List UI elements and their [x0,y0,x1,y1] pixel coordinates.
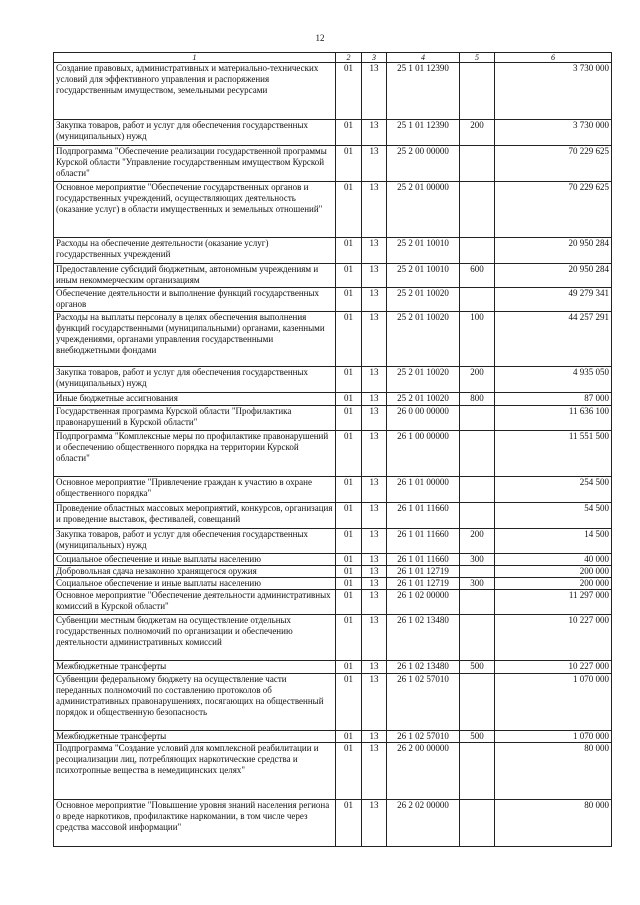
amount-cell: 44 257 291 [495,312,612,367]
subsection-code-cell: 13 [362,146,387,182]
expense-type-cell [460,743,495,800]
expense-type-cell [460,182,495,238]
target-article-cell: 26 1 01 11660 [387,503,460,529]
section-code-cell: 01 [336,393,362,406]
row-name-cell: Создание правовых, административных и материально-технических условий для эффективного управления и распоряжения государственным имуществом, земельными ресурсами [54,63,336,120]
table-row [54,406,612,431]
subsection-code-cell: 13 [362,554,387,566]
expense-type-cell: 500 [460,731,495,743]
row-name-cell: Закупка товаров, работ и услуг для обеспечения государственных (муниципальных) нужд [54,367,336,393]
section-code-cell: 01 [336,800,362,847]
expense-type-cell: 200 [460,120,495,146]
amount-cell: 11 636 100 [495,406,612,431]
section-code-cell: 01 [336,120,362,146]
row-name-cell: Межбюджетные трансферты [54,661,336,674]
amount-cell: 11 297 000 [495,590,612,615]
column-header: 3 [362,53,387,63]
row-name-cell: Подпрограмма "Обеспечение реализации государственной программы Курской области "Управление государственным имуществом Курской области" [54,146,336,182]
amount-cell: 200 000 [495,578,612,590]
subsection-code-cell: 13 [362,566,387,578]
section-code-cell: 01 [336,288,362,312]
amount-cell: 3 730 000 [495,120,612,146]
table-row [54,477,612,503]
subsection-code-cell: 13 [362,590,387,615]
expense-type-cell [460,615,495,661]
table-row [54,146,612,182]
amount-cell: 87 000 [495,393,612,406]
expense-type-cell: 500 [460,661,495,674]
target-article-cell: 26 2 00 00000 [387,743,460,800]
expense-type-cell: 300 [460,578,495,590]
target-article-cell: 25 2 01 10010 [387,264,460,288]
column-number-row [54,53,612,63]
amount-cell: 11 551 500 [495,431,612,477]
target-article-cell: 25 2 01 00000 [387,182,460,238]
table-row [54,615,612,661]
expense-type-cell [460,566,495,578]
expense-type-cell: 600 [460,264,495,288]
row-name-cell: Субвенции местным бюджетам на осуществление отдельных государственных полномочий по организации и обеспечению деятельности административных комиссий [54,615,336,661]
subsection-code-cell: 13 [362,120,387,146]
section-code-cell: 01 [336,367,362,393]
table-row [54,312,612,367]
expense-type-cell [460,503,495,529]
table-row [54,661,612,674]
row-name-cell: Обеспечение деятельности и выполнение функций государственных органов [54,288,336,312]
column-header: 5 [460,53,495,63]
target-article-cell: 26 1 02 13480 [387,661,460,674]
row-name-cell: Государственная программа Курской области "Профилактика правонарушений в Курской области" [54,406,336,431]
row-name-cell: Социальное обеспечение и иные выплаты населению [54,578,336,590]
row-name-cell: Закупка товаров, работ и услуг для обеспечения государственных (муниципальных) нужд [54,120,336,146]
target-article-cell: 26 1 01 00000 [387,477,460,503]
amount-cell: 10 227 000 [495,661,612,674]
table-body [54,63,612,847]
amount-cell: 54 500 [495,503,612,529]
subsection-code-cell: 13 [362,393,387,406]
row-name-cell: Добровольная сдача незаконно хранящегося оружия [54,566,336,578]
amount-cell: 10 227 000 [495,615,612,661]
row-name-cell: Иные бюджетные ассигнования [54,393,336,406]
column-header: 2 [336,53,362,63]
amount-cell: 49 279 341 [495,288,612,312]
expense-type-cell [460,146,495,182]
amount-cell: 4 935 050 [495,367,612,393]
row-name-cell: Предоставление субсидий бюджетным, автономным учреждениям и иным некоммерческим организациям [54,264,336,288]
section-code-cell: 01 [336,578,362,590]
amount-cell: 40 000 [495,554,612,566]
subsection-code-cell: 13 [362,182,387,238]
subsection-code-cell: 13 [362,731,387,743]
subsection-code-cell: 13 [362,288,387,312]
table-row [54,120,612,146]
row-name-cell: Закупка товаров, работ и услуг для обеспечения государственных (муниципальных) нужд [54,529,336,554]
expense-type-cell: 200 [460,367,495,393]
table-row [54,393,612,406]
section-code-cell: 01 [336,661,362,674]
table-row [54,578,612,590]
column-header: 6 [495,53,612,63]
row-name-cell: Проведение областных массовых мероприятий, конкурсов, организация и проведение выставок, фестивалей, совещаний [54,503,336,529]
expense-type-cell [460,406,495,431]
subsection-code-cell: 13 [362,615,387,661]
amount-cell: 254 500 [495,477,612,503]
section-code-cell: 01 [336,529,362,554]
section-code-cell: 01 [336,566,362,578]
table-row [54,264,612,288]
column-header: 4 [387,53,460,63]
expense-type-cell [460,431,495,477]
row-name-cell: Подпрограмма "Создание условий для комплексной реабилитации и ресоциализации лиц, потребляющих наркотические средства и психотропные вещества в немедицинских целях" [54,743,336,800]
target-article-cell: 26 1 02 00000 [387,590,460,615]
subsection-code-cell: 13 [362,238,387,264]
expense-type-cell [460,590,495,615]
section-code-cell: 01 [336,743,362,800]
table-row [54,288,612,312]
subsection-code-cell: 13 [362,367,387,393]
section-code-cell: 01 [336,182,362,238]
target-article-cell: 26 0 00 00000 [387,406,460,431]
section-code-cell: 01 [336,406,362,431]
table-row [54,590,612,615]
expense-type-cell [460,63,495,120]
subsection-code-cell: 13 [362,743,387,800]
amount-cell: 1 070 000 [495,674,612,731]
target-article-cell: 25 2 01 10020 [387,393,460,406]
expense-type-cell [460,288,495,312]
expense-type-cell: 100 [460,312,495,367]
amount-cell: 20 950 284 [495,264,612,288]
target-article-cell: 26 1 01 12719 [387,578,460,590]
expense-type-cell [460,800,495,847]
subsection-code-cell: 13 [362,503,387,529]
target-article-cell: 26 1 01 11660 [387,554,460,566]
target-article-cell: 25 1 01 12390 [387,63,460,120]
subsection-code-cell: 13 [362,264,387,288]
table-row [54,743,612,800]
subsection-code-cell: 13 [362,674,387,731]
expense-type-cell [460,674,495,731]
row-name-cell: Межбюджетные трансферты [54,731,336,743]
section-code-cell: 01 [336,615,362,661]
target-article-cell: 25 2 00 00000 [387,146,460,182]
budget-table [53,52,612,847]
table-row [54,367,612,393]
subsection-code-cell: 13 [362,431,387,477]
amount-cell: 80 000 [495,743,612,800]
page-number: 12 [315,33,325,43]
target-article-cell: 26 1 01 12719 [387,566,460,578]
table-row [54,554,612,566]
expense-type-cell [460,238,495,264]
row-name-cell: Основное мероприятие "Обеспечение деятельности административных комиссий в Курской области" [54,590,336,615]
section-code-cell: 01 [336,63,362,120]
table-row [54,238,612,264]
target-article-cell: 26 1 00 00000 [387,431,460,477]
amount-cell: 70 229 625 [495,182,612,238]
target-article-cell: 26 1 02 57010 [387,731,460,743]
table-row [54,431,612,477]
section-code-cell: 01 [336,264,362,288]
table-row [54,182,612,238]
row-name-cell: Расходы на выплаты персоналу в целях обеспечения выполнения функций государственными (муниципальными) органами, казенными учреждениями, органами управления государственными внебюджетными фондами [54,312,336,367]
expense-type-cell [460,477,495,503]
section-code-cell: 01 [336,731,362,743]
table-row [54,731,612,743]
subsection-code-cell: 13 [362,477,387,503]
section-code-cell: 01 [336,146,362,182]
subsection-code-cell: 13 [362,529,387,554]
section-code-cell: 01 [336,590,362,615]
section-code-cell: 01 [336,477,362,503]
amount-cell: 1 070 000 [495,731,612,743]
section-code-cell: 01 [336,674,362,731]
target-article-cell: 25 2 01 10010 [387,238,460,264]
section-code-cell: 01 [336,554,362,566]
subsection-code-cell: 13 [362,661,387,674]
expense-type-cell: 800 [460,393,495,406]
target-article-cell: 26 1 02 13480 [387,615,460,661]
subsection-code-cell: 13 [362,312,387,367]
subsection-code-cell: 13 [362,406,387,431]
table-row [54,63,612,120]
row-name-cell: Подпрограмма "Комплексные меры по профилактике правонарушений и обеспечению общественного порядка на территории Курской области" [54,431,336,477]
amount-cell: 14 500 [495,529,612,554]
amount-cell: 20 950 284 [495,238,612,264]
row-name-cell: Основное мероприятие "Повышение уровня знаний населения региона о вреде наркотиков, профилактике наркомании, в том числе через средства массовой информации" [54,800,336,847]
section-code-cell: 01 [336,503,362,529]
amount-cell: 3 730 000 [495,63,612,120]
row-name-cell: Основное мероприятие "Привлечение граждан к участию в охране общественного порядка" [54,477,336,503]
amount-cell: 80 000 [495,800,612,847]
subsection-code-cell: 13 [362,63,387,120]
subsection-code-cell: 13 [362,800,387,847]
section-code-cell: 01 [336,431,362,477]
expense-type-cell: 300 [460,554,495,566]
target-article-cell: 26 1 01 11660 [387,529,460,554]
section-code-cell: 01 [336,312,362,367]
amount-cell: 70 229 625 [495,146,612,182]
target-article-cell: 25 2 01 10020 [387,288,460,312]
row-name-cell: Основное мероприятие "Обеспечение государственных органов и государственных учреждений, осуществляющих деятельность (оказание услуг) в области имущественных и земельных отношений" [54,182,336,238]
column-header: 1 [54,53,336,63]
target-article-cell: 25 1 01 12390 [387,120,460,146]
expense-type-cell: 200 [460,529,495,554]
table-row [54,566,612,578]
table-row [54,800,612,847]
section-code-cell: 01 [336,238,362,264]
target-article-cell: 26 1 02 57010 [387,674,460,731]
table-row [54,503,612,529]
subsection-code-cell: 13 [362,578,387,590]
target-article-cell: 25 2 01 10020 [387,312,460,367]
target-article-cell: 26 2 02 00000 [387,800,460,847]
row-name-cell: Социальное обеспечение и иные выплаты населению [54,554,336,566]
target-article-cell: 25 2 01 10020 [387,367,460,393]
row-name-cell: Субвенции федеральному бюджету на осуществление части переданных полномочий по составлению протоколов об административных правонарушениях, посягающих на общественный порядок и общественную безопасность [54,674,336,731]
row-name-cell: Расходы на обеспечение деятельности (оказание услуг) государственных учреждений [54,238,336,264]
table-row [54,674,612,731]
table-row [54,529,612,554]
amount-cell: 200 000 [495,566,612,578]
